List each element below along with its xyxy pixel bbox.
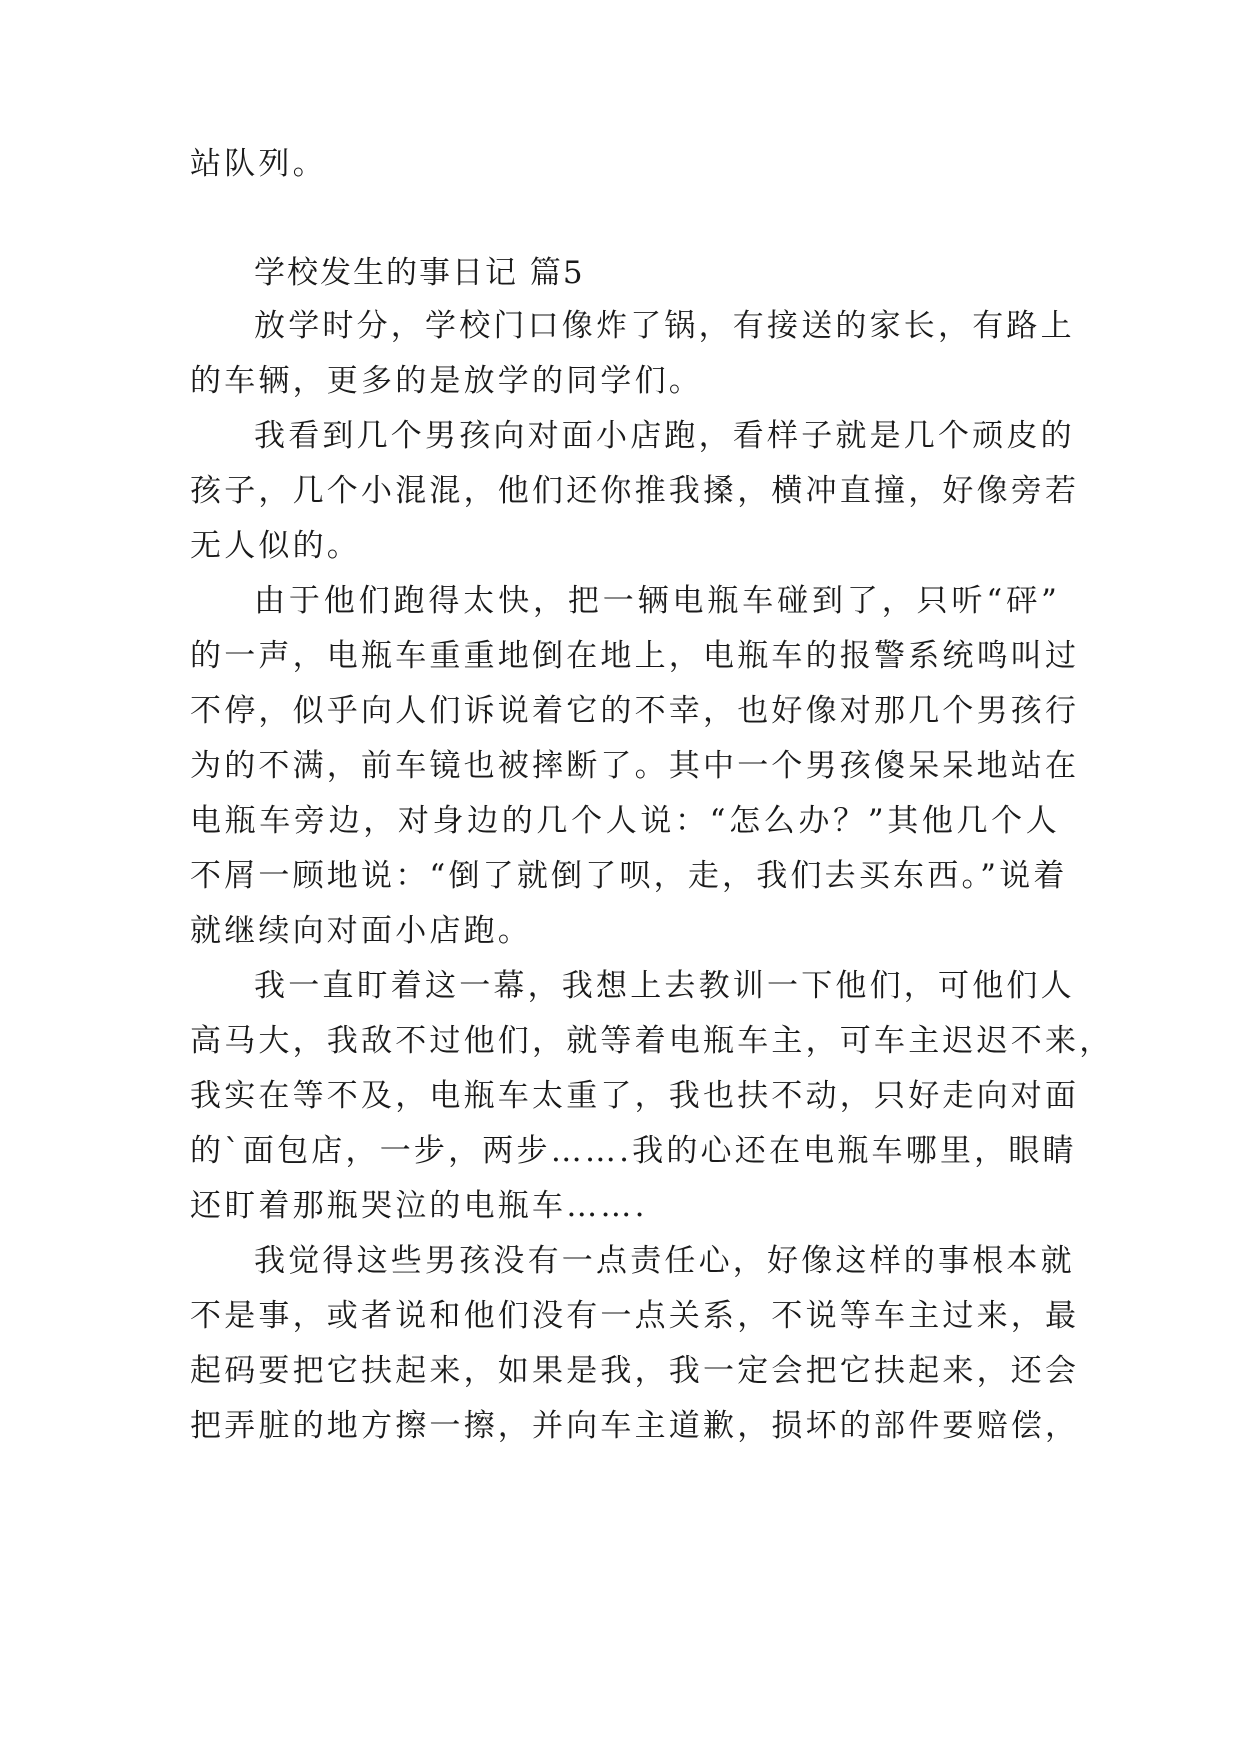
section-title: 学校发生的事日记 篇5 [254,255,585,291]
text-line: 起码要把它扶起来，如果是我，我一定会把它扶起来，还会 [190,1353,1080,1389]
text-line: 我看到几个男孩向对面小店跑，看样子就是几个顽皮的 [254,418,1075,454]
text-line: 站队列。 [190,146,327,182]
text-line: 电瓶车旁边，对身边的几个人说：“怎么办？”其他几个人 [190,803,1060,839]
text-line: 的车辆，更多的是放学的同学们。 [190,363,703,399]
text-line: 无人似的。 [190,528,361,564]
text-line: 不是事，或者说和他们没有一点关系，不说等车主过来，最 [190,1298,1080,1334]
text-line: 把弄脏的地方擦一擦，并向车主道歉，损坏的部件要赔偿， [190,1408,1080,1444]
text-line: 由于他们跑得太快，把一辆电瓶车碰到了，只听“砰” [254,583,1060,619]
text-line: 的一声，电瓶车重重地倒在地上，电瓶车的报警系统鸣叫过 [190,638,1080,674]
text-line: 为的不满，前车镜也被摔断了。其中一个男孩傻呆呆地站在 [190,748,1080,784]
text-line: 我一直盯着这一幕，我想上去教训一下他们，可他们人 [254,968,1075,1004]
text-line: 放学时分，学校门口像炸了锅，有接送的家长，有路上 [254,308,1075,344]
text-line: 我实在等不及，电瓶车太重了，我也扶不动，只好走向对面 [190,1078,1080,1114]
text-line: 孩子，几个小混混，他们还你推我搡，横冲直撞，好像旁若 [190,473,1080,509]
text-line: 不停，似乎向人们诉说着它的不幸，也好像对那几个男孩行 [190,693,1080,729]
text-line: 不屑一顾地说：“倒了就倒了呗，走，我们去买东西。”说着 [190,858,1068,894]
text-line: 我觉得这些男孩没有一点责任心，好像这样的事根本就 [254,1243,1075,1279]
text-line: 就继续向对面小店跑。 [190,913,532,949]
text-line: 还盯着那瓶哭泣的电瓶车……. [190,1188,648,1224]
text-line: 高马大，我敌不过他们，就等着电瓶车主，可车主迟迟不来， [190,1023,1114,1059]
text-line: 的`面包店，一步，两步…….我的心还在电瓶车哪里，眼睛 [190,1133,1077,1169]
